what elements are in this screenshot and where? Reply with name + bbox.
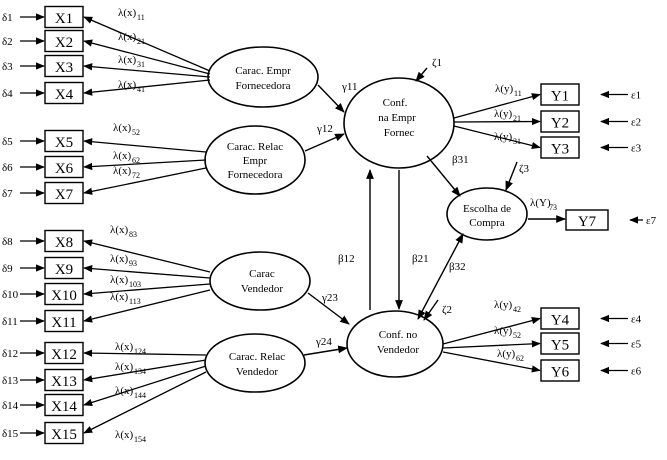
svg-text:Fornec: Fornec bbox=[383, 127, 415, 139]
indicator-label: X14 bbox=[51, 399, 77, 415]
y-indicators bbox=[443, 83, 663, 381]
lambda-x-label: λ(x) bbox=[113, 122, 132, 134]
delta-label: δ11 bbox=[2, 316, 18, 328]
zeta3-label: ζ3 bbox=[519, 163, 530, 175]
delta-label: δ13 bbox=[2, 375, 19, 387]
beta32-label: β32 bbox=[449, 261, 466, 273]
indicator-label: X7 bbox=[54, 187, 74, 203]
epsilon-label: ε2 bbox=[631, 116, 642, 129]
svg-text:Vendedor: Vendedor bbox=[376, 344, 420, 356]
svg-text:Vendedor: Vendedor bbox=[240, 283, 284, 295]
lambda-x-subscript: 124 bbox=[134, 347, 146, 356]
svg-text:Carac. Empr: Carac. Empr bbox=[235, 65, 291, 77]
epsilon-label: ε5 bbox=[631, 338, 642, 351]
lambda-x-subscript: 103 bbox=[129, 280, 141, 289]
indicator-x8 bbox=[2, 224, 210, 272]
latent-conf-na-empr-fornec bbox=[344, 78, 454, 168]
delta-label: δ8 bbox=[2, 236, 13, 248]
lambda-x-subscript: 144 bbox=[134, 391, 146, 400]
indicator-label: Y1 bbox=[550, 88, 570, 105]
delta-label: δ12 bbox=[2, 348, 19, 360]
indicator-label: X2 bbox=[54, 35, 74, 51]
lambda-Y-label: λ(Y) bbox=[530, 197, 551, 209]
svg-text:Vendedor: Vendedor bbox=[235, 366, 279, 378]
lambda-x-subscript: 31 bbox=[137, 60, 145, 69]
indicator-label: X13 bbox=[51, 374, 77, 390]
indicator-label: X1 bbox=[54, 11, 74, 27]
lambda-x-label: λ(x) bbox=[110, 291, 129, 303]
lambda-y-subscript: 73 bbox=[549, 203, 557, 212]
lambda-x-label: λ(x) bbox=[118, 31, 137, 43]
svg-text:Conf.: Conf. bbox=[382, 97, 408, 109]
svg-text:Carac. Relac: Carac. Relac bbox=[226, 141, 284, 153]
indicator-x11 bbox=[2, 290, 210, 332]
latent-carac-empr-fornecedora bbox=[208, 47, 318, 107]
indicator-y7 bbox=[530, 197, 663, 230]
lambda-x-subscript: 83 bbox=[129, 230, 137, 239]
lambda-x-label: λ(x) bbox=[115, 361, 134, 373]
indicator-label: X11 bbox=[51, 315, 77, 331]
svg-text:na Empr: na Empr bbox=[378, 112, 416, 124]
zeta1-label: ζ1 bbox=[432, 57, 443, 69]
svg-text:Compra: Compra bbox=[469, 217, 505, 229]
beta31-label: β31 bbox=[452, 154, 469, 166]
beta21-label: β21 bbox=[412, 253, 429, 265]
gamma23-label: γ23 bbox=[322, 292, 338, 304]
indicator-x10 bbox=[2, 274, 210, 305]
delta-label: δ1 bbox=[2, 12, 13, 24]
indicator-label: X12 bbox=[51, 347, 77, 363]
latent-carac-relac-vendedor bbox=[205, 334, 305, 392]
indicator-label: X5 bbox=[54, 135, 74, 151]
indicator-y1 bbox=[454, 83, 641, 118]
lambda-x-subscript: 154 bbox=[134, 435, 146, 444]
delta-label: δ10 bbox=[2, 289, 19, 301]
epsilon-label: ε1 bbox=[631, 89, 642, 102]
delta-label: δ7 bbox=[2, 188, 13, 200]
latent-carac-vendedor bbox=[210, 252, 310, 310]
lambda-x-label: λ(x) bbox=[115, 385, 134, 397]
lambda-x-label: λ(x) bbox=[118, 54, 137, 66]
delta-label: δ4 bbox=[2, 88, 13, 100]
lambda-x-label: λ(x) bbox=[113, 150, 132, 162]
latent-carac-relac-empr-fornecedora bbox=[205, 126, 305, 194]
lambda-x-label: λ(x) bbox=[110, 253, 129, 265]
indicator-x7 bbox=[2, 165, 206, 204]
indicator-label: Y3 bbox=[550, 141, 570, 158]
indicator-label: Y6 bbox=[550, 364, 570, 381]
gamma12-label: γ12 bbox=[317, 123, 333, 135]
indicator-label: X10 bbox=[51, 288, 77, 304]
gamma11-label: γ11 bbox=[342, 81, 358, 93]
indicator-label: X15 bbox=[51, 427, 77, 443]
indicator-label: Y4 bbox=[550, 312, 570, 329]
gamma24-label: γ24 bbox=[316, 336, 332, 348]
indicator-x9 bbox=[2, 253, 210, 279]
lambda-y-label: λ(y) bbox=[494, 131, 513, 143]
indicator-y4 bbox=[443, 299, 642, 344]
indicator-y6 bbox=[443, 348, 642, 381]
zeta2-label: ζ2 bbox=[442, 304, 453, 316]
indicator-x12 bbox=[2, 341, 206, 364]
lambda-x-subscript: 93 bbox=[129, 259, 137, 268]
lambda-x-label: λ(x) bbox=[110, 274, 129, 286]
lambda-y-subscript: 31 bbox=[513, 137, 521, 146]
indicator-label: Y7 bbox=[577, 214, 597, 230]
lambda-y-subscript: 62 bbox=[516, 354, 524, 363]
indicator-x4 bbox=[2, 79, 210, 104]
indicator-y2 bbox=[454, 108, 641, 132]
lambda-x-subscript: 72 bbox=[132, 171, 140, 180]
delta-label: δ3 bbox=[2, 61, 13, 73]
lambda-x-subscript: 21 bbox=[137, 37, 145, 46]
indicator-label: Y2 bbox=[550, 115, 570, 132]
indicator-label: X8 bbox=[54, 235, 74, 251]
lambda-x-subscript: 41 bbox=[137, 85, 145, 94]
epsilon-label: ε4 bbox=[631, 313, 642, 326]
lambda-x-subscript: 113 bbox=[129, 297, 141, 306]
indicator-label: Y5 bbox=[550, 337, 570, 354]
indicator-y3 bbox=[454, 126, 642, 158]
lambda-y-subscript: 52 bbox=[513, 331, 521, 340]
svg-text:Conf. no: Conf. no bbox=[378, 329, 418, 341]
lambda-x-subscript: 134 bbox=[134, 367, 146, 376]
lambda-x-subscript: 52 bbox=[132, 128, 140, 137]
delta-label: δ2 bbox=[2, 36, 13, 48]
indicator-x6 bbox=[2, 150, 206, 178]
latent-conf-no-vendedor bbox=[347, 311, 443, 377]
delta-label: δ9 bbox=[2, 263, 13, 275]
indicator-x15 bbox=[2, 372, 206, 444]
lambda-y-label: λ(y) bbox=[494, 299, 513, 311]
epsilon-label: ε7 bbox=[646, 215, 657, 227]
lambda-y-label: λ(y) bbox=[495, 83, 514, 95]
svg-text:Carac. Relac: Carac. Relac bbox=[228, 351, 286, 363]
svg-text:Empr: Empr bbox=[242, 155, 268, 167]
svg-text:Fornecedora: Fornecedora bbox=[235, 80, 291, 92]
lambda-x-label: λ(x) bbox=[118, 7, 137, 19]
lambda-x-subscript: 11 bbox=[137, 13, 145, 22]
beta12-label: β12 bbox=[338, 253, 355, 265]
indicator-x5 bbox=[2, 122, 206, 152]
indicator-label: X6 bbox=[54, 161, 74, 177]
lambda-y-label: λ(y) bbox=[497, 348, 516, 360]
lambda-x-label: λ(x) bbox=[115, 429, 134, 441]
indicator-x1 bbox=[2, 7, 210, 72]
lambda-x-label: λ(x) bbox=[118, 79, 137, 91]
svg-text:Escolha de: Escolha de bbox=[463, 203, 511, 215]
indicator-label: X4 bbox=[54, 87, 74, 103]
lambda-y-subscript: 11 bbox=[514, 89, 522, 98]
lambda-y-label: λ(y) bbox=[494, 325, 513, 337]
lambda-x-label: λ(x) bbox=[115, 341, 134, 353]
indicator-label: X3 bbox=[54, 60, 74, 76]
lambda-y-subscript: 42 bbox=[513, 305, 521, 314]
indicator-x14 bbox=[2, 366, 206, 416]
epsilon-label: ε3 bbox=[631, 142, 642, 155]
delta-label: δ14 bbox=[2, 400, 19, 412]
lambda-y-subscript: 21 bbox=[513, 114, 521, 123]
x-indicators bbox=[2, 7, 210, 445]
lambda-x-subscript: 62 bbox=[132, 156, 140, 165]
svg-text:Fornecedora: Fornecedora bbox=[227, 169, 283, 181]
lambda-x-label: λ(x) bbox=[113, 165, 132, 177]
delta-label: δ6 bbox=[2, 162, 13, 174]
svg-text:Carac: Carac bbox=[249, 268, 275, 280]
delta-label: δ5 bbox=[2, 136, 13, 148]
lambda-x-label: λ(x) bbox=[110, 224, 129, 236]
lambda-y-label: λ(y) bbox=[494, 108, 513, 120]
epsilon-label: ε6 bbox=[631, 365, 642, 378]
delta-label: δ15 bbox=[2, 428, 19, 440]
indicator-label: X9 bbox=[54, 262, 74, 278]
